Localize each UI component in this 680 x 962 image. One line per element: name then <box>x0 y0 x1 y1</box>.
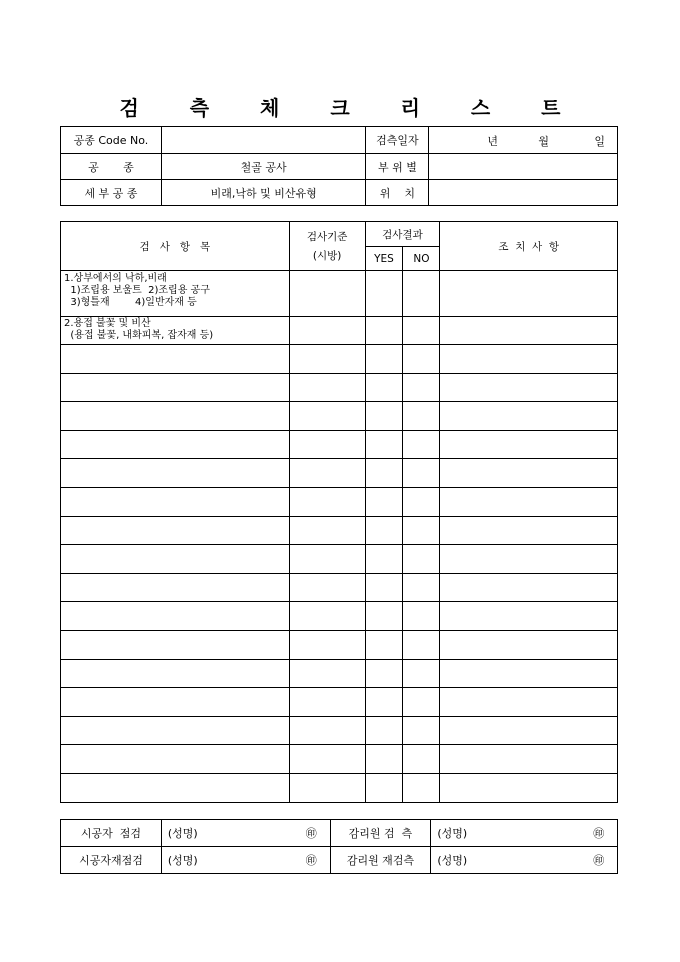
document-title: 검 측 체 크 리 스 트 <box>119 96 583 120</box>
blank-no[interactable] <box>403 745 440 774</box>
blank-no[interactable] <box>403 545 440 574</box>
blank-action[interactable] <box>440 373 618 402</box>
blank-standard[interactable] <box>289 430 365 459</box>
blank-row <box>61 402 618 431</box>
blank-yes[interactable] <box>365 545 403 574</box>
blank-row <box>61 688 618 717</box>
contractor-material-name[interactable]: (성명) <box>161 847 293 874</box>
blank-no[interactable] <box>403 459 440 488</box>
blank-standard[interactable] <box>289 459 365 488</box>
blank-row <box>61 659 618 688</box>
blank-item[interactable] <box>61 373 290 402</box>
part-value[interactable] <box>429 154 618 180</box>
blank-standard[interactable] <box>289 745 365 774</box>
blank-action[interactable] <box>440 716 618 745</box>
item-2-yes[interactable] <box>365 317 403 345</box>
blank-no[interactable] <box>403 573 440 602</box>
blank-item[interactable] <box>61 716 290 745</box>
code-label: 공종 Code No. <box>61 127 162 154</box>
code-value[interactable] <box>161 127 366 154</box>
date-value[interactable] <box>429 127 618 154</box>
sub-trade-label: 세 부 공 종 <box>61 180 162 206</box>
blank-row <box>61 773 618 802</box>
blank-item[interactable] <box>61 630 290 659</box>
blank-row <box>61 373 618 402</box>
blank-row <box>61 630 618 659</box>
blank-standard[interactable] <box>289 630 365 659</box>
blank-standard[interactable] <box>289 602 365 631</box>
item-1-yes[interactable] <box>365 271 403 317</box>
blank-action[interactable] <box>440 430 618 459</box>
item-2 <box>61 317 290 345</box>
col-no-header: NO <box>403 247 440 271</box>
blank-row <box>61 516 618 545</box>
item-1-standard[interactable] <box>289 271 365 317</box>
date-year: 년 <box>487 135 499 148</box>
blank-standard[interactable] <box>289 688 365 717</box>
blank-action[interactable] <box>440 516 618 545</box>
blank-item[interactable] <box>61 773 290 802</box>
blank-yes[interactable] <box>365 602 403 631</box>
checklist-table <box>60 221 618 803</box>
blank-yes[interactable] <box>365 773 403 802</box>
blank-no[interactable] <box>403 659 440 688</box>
supervisor-inspect-seal[interactable]: ㊞ <box>581 820 618 847</box>
item-2-line-1: 2.용접 불꽃 및 비산 <box>64 318 151 329</box>
blank-item[interactable] <box>61 545 290 574</box>
blank-standard[interactable] <box>289 573 365 602</box>
item-2-action[interactable] <box>440 317 618 345</box>
blank-row <box>61 487 618 516</box>
blank-no[interactable] <box>403 630 440 659</box>
empty-rows <box>61 345 618 803</box>
col-standard-line1: 검사기준 <box>306 231 348 243</box>
col-standard-line2: (시방) <box>312 250 342 262</box>
supervisor-reinspect-seal[interactable]: ㊞ <box>581 847 618 874</box>
blank-no[interactable] <box>403 602 440 631</box>
col-action-header: 조 치 사 항 <box>440 222 618 271</box>
blank-row <box>61 459 618 488</box>
date-label: 검측일자 <box>366 127 429 154</box>
blank-yes[interactable] <box>365 459 403 488</box>
blank-yes[interactable] <box>365 487 403 516</box>
blank-item[interactable] <box>61 659 290 688</box>
blank-no[interactable] <box>403 688 440 717</box>
col-result-header: 검사결과 <box>365 222 440 247</box>
blank-standard[interactable] <box>289 402 365 431</box>
blank-no[interactable] <box>403 716 440 745</box>
blank-action[interactable] <box>440 602 618 631</box>
blank-row <box>61 545 618 574</box>
col-standard-header <box>289 222 365 271</box>
blank-row <box>61 430 618 459</box>
item-1-line-2: 1)조립용 보울트 2)조립용 공구 <box>64 285 210 296</box>
blank-row <box>61 602 618 631</box>
blank-item[interactable] <box>61 430 290 459</box>
blank-standard[interactable] <box>289 545 365 574</box>
item-1-line-3: 3)형틀재 4)일반자재 등 <box>64 297 197 308</box>
contractor-inspect-label: 시공자 점검 <box>61 820 162 847</box>
supervisor-inspect-name[interactable]: (성명) <box>431 820 581 847</box>
location-label: 위 치 <box>366 180 429 206</box>
blank-yes[interactable] <box>365 516 403 545</box>
item-1 <box>61 271 290 317</box>
supervisor-reinspect-name[interactable]: (성명) <box>431 847 581 874</box>
blank-yes[interactable] <box>365 745 403 774</box>
header-table <box>60 126 618 206</box>
blank-no[interactable] <box>403 773 440 802</box>
blank-standard[interactable] <box>289 659 365 688</box>
blank-action[interactable] <box>440 545 618 574</box>
supervisor-reinspect-label: 감리원 재검측 <box>330 847 431 874</box>
blank-yes[interactable] <box>365 402 403 431</box>
blank-no[interactable] <box>403 345 440 374</box>
blank-yes[interactable] <box>365 630 403 659</box>
sub-trade-value[interactable]: 비래,낙하 및 비산유형 <box>161 180 366 206</box>
blank-standard[interactable] <box>289 345 365 374</box>
blank-no[interactable] <box>403 402 440 431</box>
blank-standard[interactable] <box>289 716 365 745</box>
location-value[interactable] <box>429 180 618 206</box>
blank-standard[interactable] <box>289 373 365 402</box>
blank-action[interactable] <box>440 630 618 659</box>
blank-item[interactable] <box>61 573 290 602</box>
blank-action[interactable] <box>440 402 618 431</box>
contractor-inspect-name[interactable]: (성명) <box>161 820 293 847</box>
contractor-material-seal[interactable]: ㊞ <box>293 847 330 874</box>
blank-action[interactable] <box>440 659 618 688</box>
blank-yes[interactable] <box>365 716 403 745</box>
item-2-standard[interactable] <box>289 317 365 345</box>
blank-no[interactable] <box>403 516 440 545</box>
blank-no[interactable] <box>403 373 440 402</box>
trade-value[interactable]: 철골 공사 <box>161 154 366 180</box>
blank-item[interactable] <box>61 487 290 516</box>
item-1-action[interactable] <box>440 271 618 317</box>
blank-action[interactable] <box>440 345 618 374</box>
blank-row <box>61 716 618 745</box>
blank-item[interactable] <box>61 459 290 488</box>
col-yes-header: YES <box>365 247 403 271</box>
part-label: 부 위 별 <box>366 154 429 180</box>
blank-item[interactable] <box>61 402 290 431</box>
supervisor-inspect-label: 감리원 검 측 <box>330 820 431 847</box>
blank-standard[interactable] <box>289 516 365 545</box>
blank-action[interactable] <box>440 573 618 602</box>
blank-action[interactable] <box>440 459 618 488</box>
blank-no[interactable] <box>403 430 440 459</box>
blank-item[interactable] <box>61 516 290 545</box>
blank-row <box>61 345 618 374</box>
signature-table <box>60 819 618 874</box>
blank-yes[interactable] <box>365 688 403 717</box>
blank-action[interactable] <box>440 688 618 717</box>
blank-row <box>61 745 618 774</box>
item-2-line-2: (용접 불꽃, 내화피복, 잡자재 등) <box>64 330 214 341</box>
item-2-no[interactable] <box>403 317 440 345</box>
blank-item[interactable] <box>61 745 290 774</box>
blank-row <box>61 573 618 602</box>
blank-yes[interactable] <box>365 345 403 374</box>
trade-label: 공 종 <box>61 154 162 180</box>
blank-item[interactable] <box>61 688 290 717</box>
blank-item[interactable] <box>61 345 290 374</box>
blank-standard[interactable] <box>289 487 365 516</box>
item-1-no[interactable] <box>403 271 440 317</box>
date-day: 일 <box>594 135 606 148</box>
blank-no[interactable] <box>403 487 440 516</box>
date-month: 월 <box>538 135 550 148</box>
blank-item[interactable] <box>61 602 290 631</box>
blank-yes[interactable] <box>365 659 403 688</box>
blank-action[interactable] <box>440 745 618 774</box>
blank-yes[interactable] <box>365 573 403 602</box>
contractor-inspect-seal[interactable]: ㊞ <box>293 820 330 847</box>
blank-action[interactable] <box>440 773 618 802</box>
contractor-material-label: 시공자재점검 <box>61 847 162 874</box>
col-item-header: 검 사 항 목 <box>61 222 290 271</box>
blank-action[interactable] <box>440 487 618 516</box>
blank-yes[interactable] <box>365 430 403 459</box>
item-1-line-1: 1.상부에서의 낙하,비래 <box>64 273 167 284</box>
blank-standard[interactable] <box>289 773 365 802</box>
blank-yes[interactable] <box>365 373 403 402</box>
